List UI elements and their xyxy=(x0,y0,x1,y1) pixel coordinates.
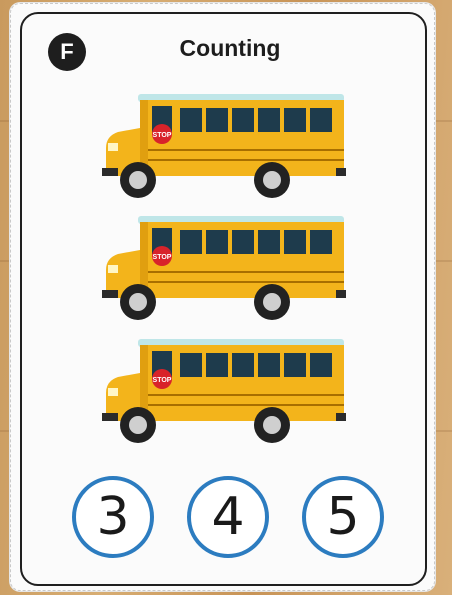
answer-choice-5[interactable]: 5 xyxy=(302,476,384,558)
card-title: Counting xyxy=(179,35,281,61)
school-bus-graphic xyxy=(102,94,346,198)
answer-choice-4[interactable]: 4 xyxy=(187,476,269,558)
stop-sign-text: STOP xyxy=(152,254,172,261)
stop-sign-text: STOP xyxy=(152,132,172,139)
stop-sign-text: STOP xyxy=(152,377,172,384)
school-bus-2 xyxy=(100,210,350,325)
card-letter-badge: F xyxy=(48,33,86,71)
school-bus-1 xyxy=(100,88,350,203)
school-bus-graphic xyxy=(102,216,346,320)
school-bus-3 xyxy=(100,333,350,448)
answer-choice-3[interactable]: 3 xyxy=(72,476,154,558)
school-bus-graphic xyxy=(102,339,346,443)
